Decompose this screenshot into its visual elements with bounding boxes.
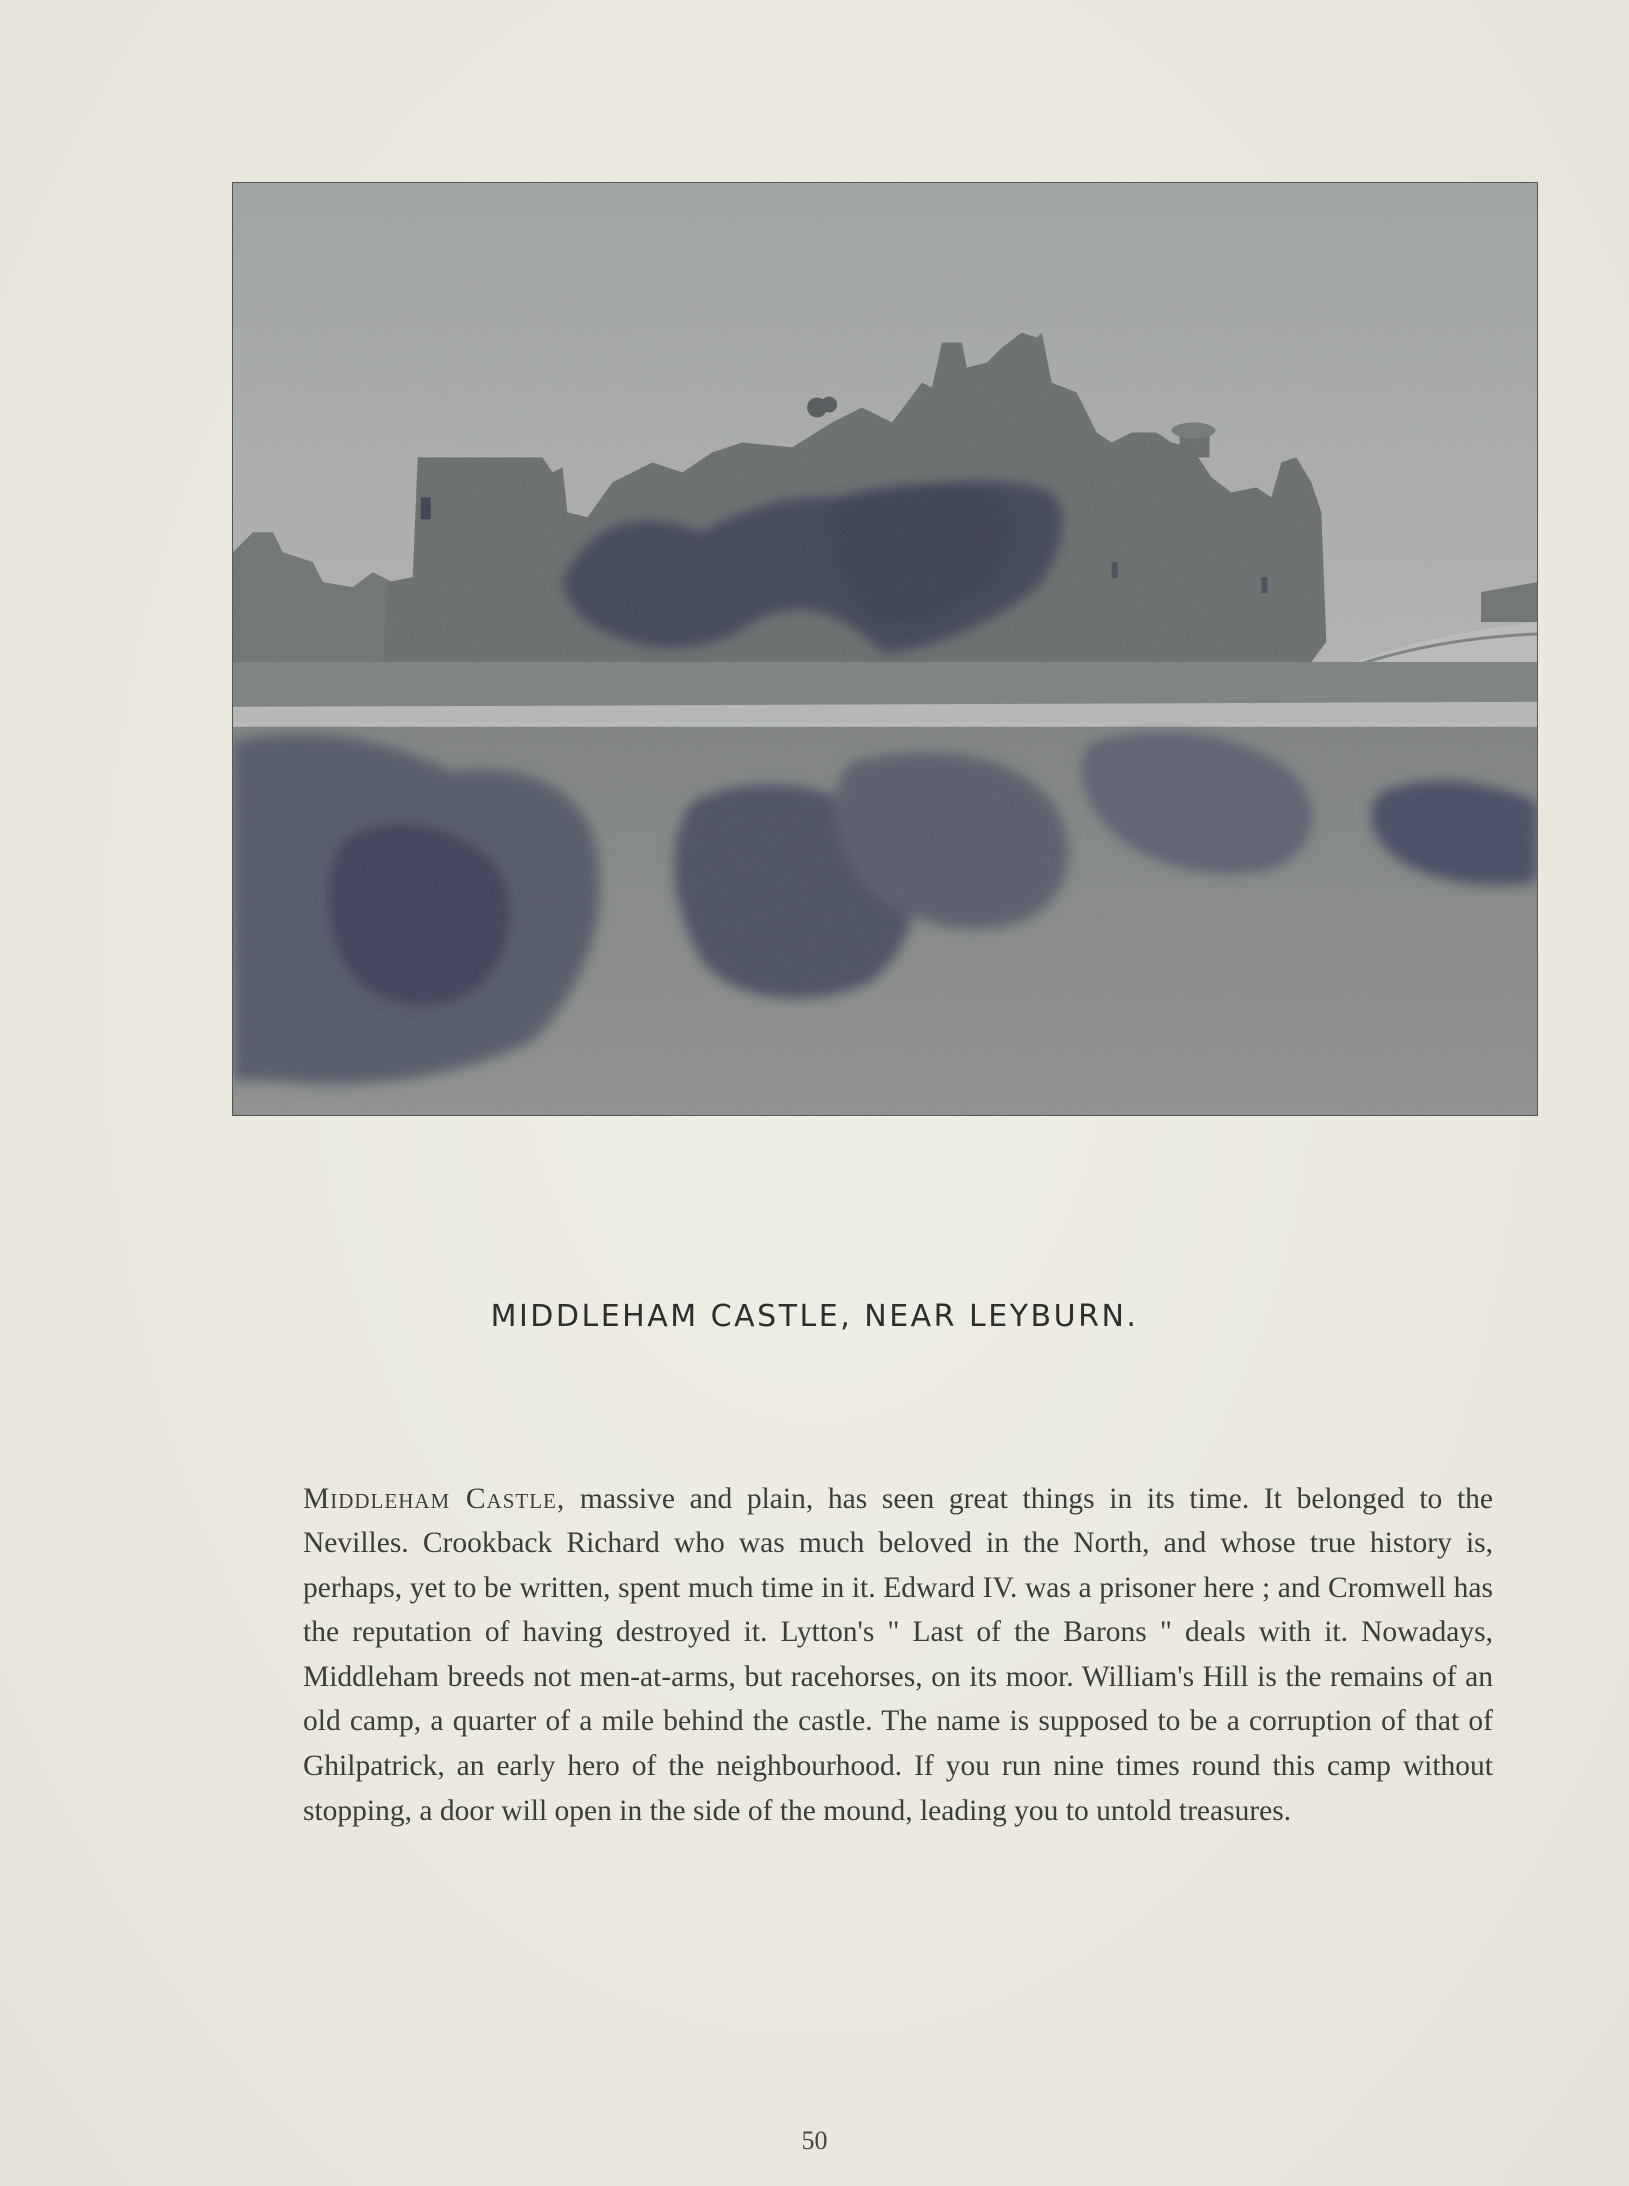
page-number: 50 — [801, 2126, 828, 2155]
castle-photograph — [232, 182, 1538, 1116]
paragraph-lead: Middleham Castle, — [303, 1482, 566, 1515]
paragraph-text: massive and plain, has seen great things in its time. It belonged to the Nevilles. Crookback Richard who was much beloved in the North, and whose true history is, perhaps, yet to be written, spent much time in it. Edward IV. was a prisoner here ; and Cromwell has the reputation of having destroyed it. Lytton's " Last of the Barons " deals with it. Nowadays, Middleham breeds not men-at-arms, but racehorses, on its moor. William's Hill is the remains of an old camp, a quarter of a mile behind the castle. The name is supposed to be a corruption of that of Ghilpatrick, an early hero of the neighbourhood. If you run nine times round this camp without stopping, a door will open in the side of the mound, leading you to untold treasures. — [303, 1482, 1494, 1827]
castle-photo-illustration — [233, 183, 1537, 1115]
body-paragraph — [303, 1477, 1493, 1834]
photo-caption: MIDDLEHAM CASTLE, NEAR LEYBURN. — [490, 1299, 1139, 1334]
